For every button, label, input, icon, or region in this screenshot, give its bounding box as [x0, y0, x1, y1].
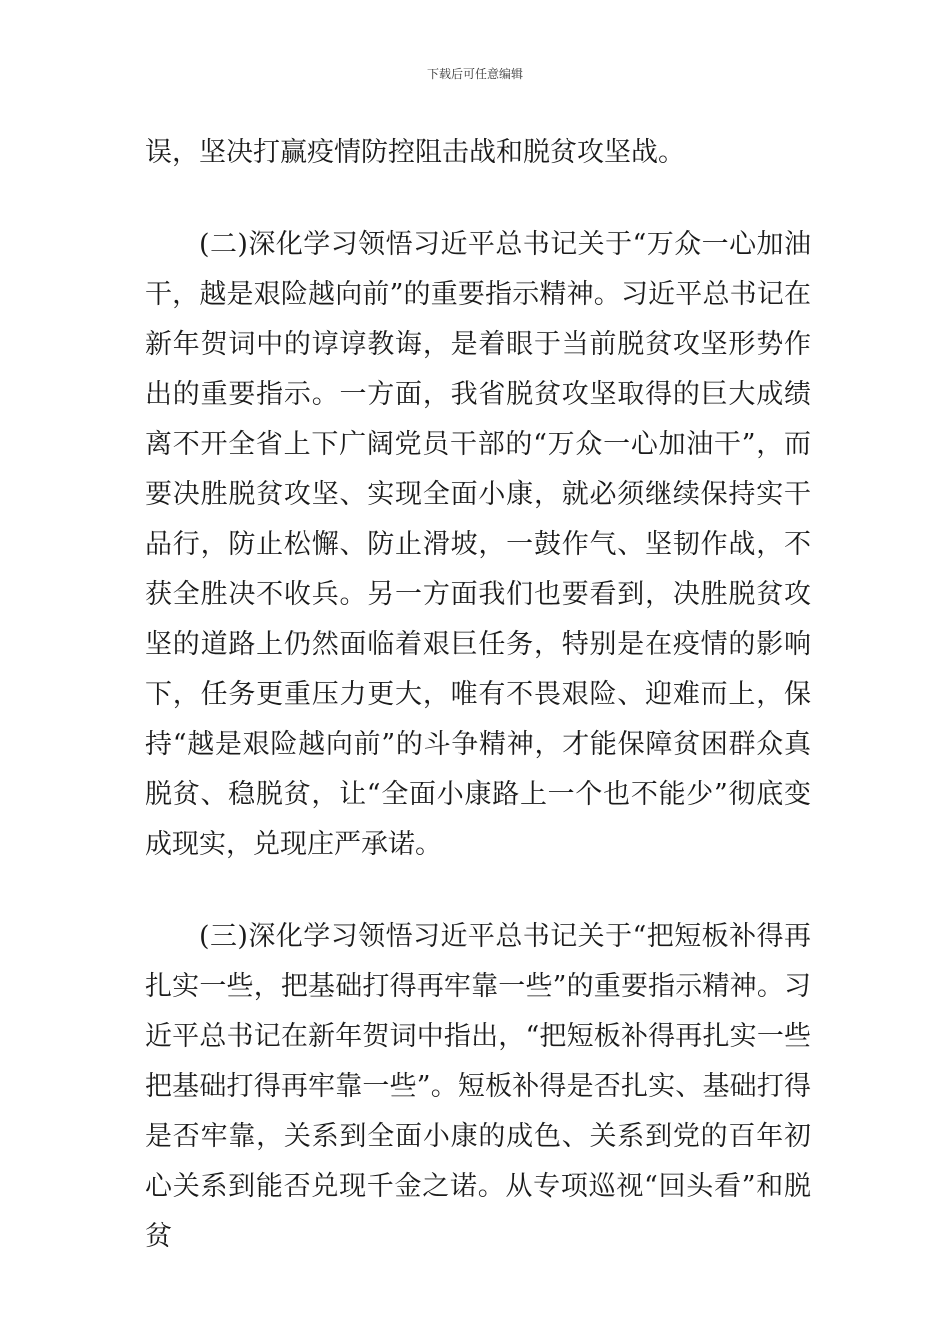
paragraph-section-two: (二)深化学习领悟习近平总书记关于“万众一心加油干，越是艰险越向前”的重要指示精神。习近平总书记在新年贺词中的谆谆教诲，是着眼于当前脱贫攻坚形势作出的重要指示。一方面，我省脱贫攻坚取得的巨大成绩离不开全省上下广阔党员干部的“万众一心加油干”，而要决胜脱贫攻坚、实现全面小康，就必须继续保持实干品行，防止松懈、防止滑坡，一鼓作气、坚韧作战，不获全胜决不收兵。另一方面我们也要看到，决胜脱贫攻坚的道路上仍然面临着艰巨任务，特别是在疫情的影响下，任务更重压力更大，唯有不畏艰险、迎难而上，保持“越是艰险越向前”的斗争精神，才能保障贫困群众真脱贫、稳脱贫，让“全面小康路上一个也不能少”彻底变成现实，兑现庄严承诺。	[145, 229, 811, 860]
paragraph-section-three: (三)深化学习领悟习近平总书记关于“把短板补得再扎实一些，把基础打得再牢靠一些”的重要指示精神。习近平总书记在新年贺词中指出，“把短板补得再扎实一些把基础打得再牢靠一些”。短板补得是否扎实、基础打得是否牢靠，关系到全面小康的成色、关系到党的百年初心关系到能否兑现千金之诺。从专项巡视“回头看”和脱贫	[145, 921, 811, 1252]
document-body	[145, 128, 811, 1262]
page-header-note: 下载后可任意编辑	[426, 67, 523, 81]
paragraph-continuation: 误，坚决打赢疫情防控阻击战和脱贫攻坚战。	[145, 137, 685, 168]
